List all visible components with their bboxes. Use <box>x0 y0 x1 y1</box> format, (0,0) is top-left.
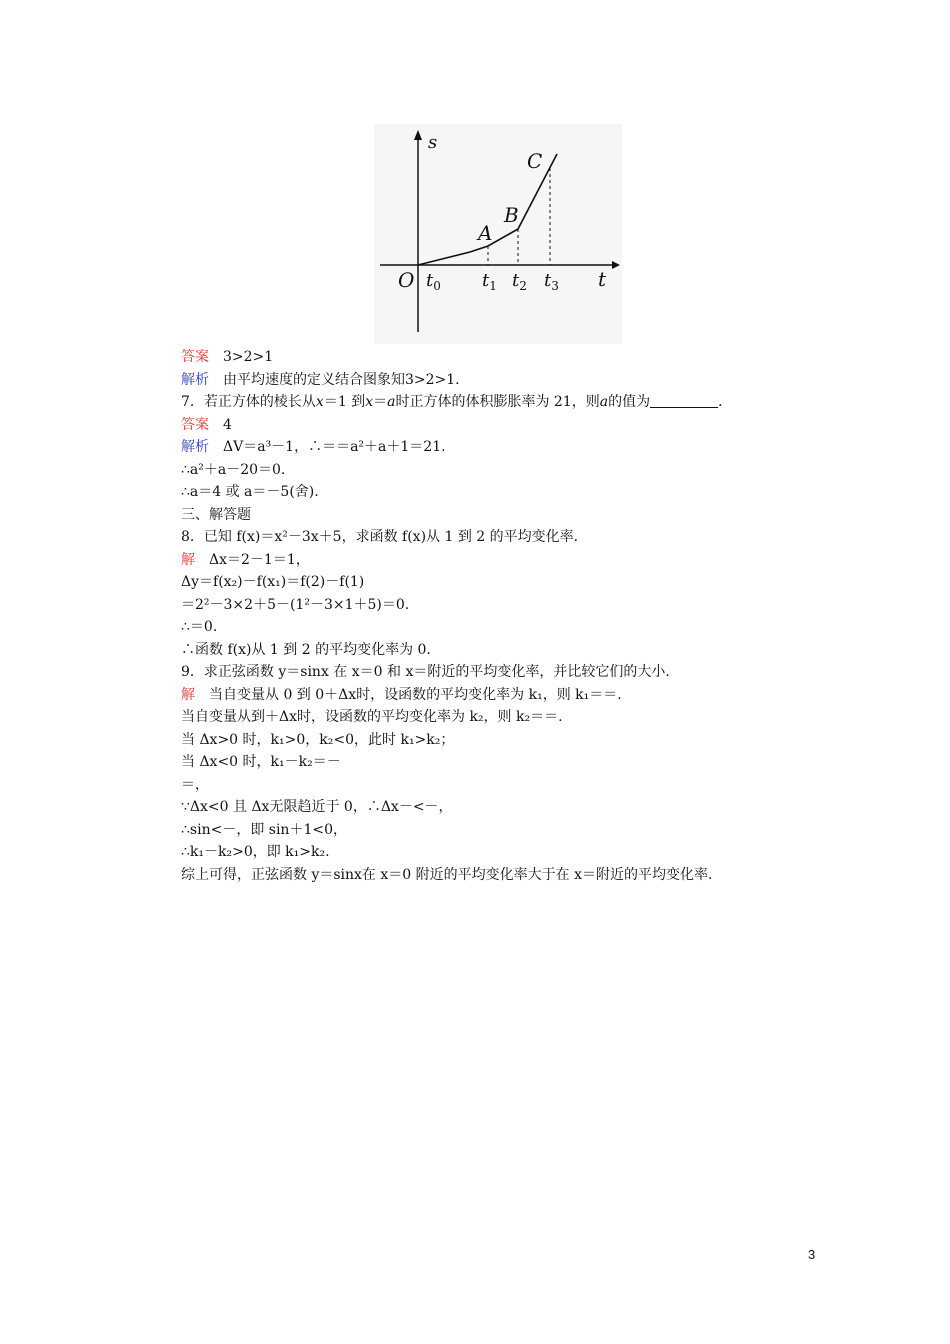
solution-line: 当 Δx>0 时，k₁>0，k₂<0，此时 k₁>k₂； <box>181 731 455 748</box>
s-t-graph-figure <box>374 124 622 344</box>
tick-t1-label: $t_1$ <box>482 270 497 293</box>
point-a-label: A <box>478 221 493 245</box>
equation-line: ∴a²＋a－20＝0. <box>181 461 286 478</box>
solution-line: ∴＝0. <box>181 619 218 635</box>
answer-tag: 答案 <box>181 416 209 433</box>
analysis-7-text: ΔV＝a³－1，∴＝＝a²＋a＋1＝21. <box>223 439 446 455</box>
answer-7-line <box>181 414 821 437</box>
answer-7-text: 4 <box>223 416 232 433</box>
solution-line: ＝2²－3×2＋5－(1²－3×1＋5)＝0. <box>181 596 410 613</box>
solution-8-line <box>181 549 821 572</box>
analysis-6-line <box>181 369 821 392</box>
solution-9-text: 当自变量从 0 到 0＋Δx时，设函数的平均变化率为 k₁，则 k₁＝＝. <box>209 686 622 703</box>
t-axis-label: t <box>598 267 607 291</box>
solution-line: 当自变量从到＋Δx时，设函数的平均变化率为 k₂，则 k₂＝＝. <box>181 709 563 725</box>
document-body <box>181 346 821 886</box>
question-8: 8．已知 f(x)＝x²－3x＋5，求函数 f(x)从 1 到 2 的平均变化率． <box>181 529 588 545</box>
solution-tag: 解 <box>181 551 195 568</box>
point-c-label: C <box>527 149 543 173</box>
question-text: ． <box>718 394 733 410</box>
answer-tag: 答案 <box>181 349 209 365</box>
solution-line: ∴函数 f(x)从 1 到 2 的平均变化率为 0. <box>181 641 431 658</box>
answer-blank <box>650 393 718 408</box>
tick-t2-label: $t_2$ <box>512 270 527 293</box>
solution-line: ＝， <box>181 776 209 793</box>
tick-t0-label: $t_0$ <box>426 270 441 293</box>
solution-tag: 解 <box>181 686 195 703</box>
solution-line: ∴sin<－，即 sin＋1<0， <box>181 821 347 838</box>
question-text: 的值为 <box>608 394 651 410</box>
tick-t3-label: $t_3$ <box>544 270 559 293</box>
conclusion-line: 综上可得，正弦函数 y＝sinx在 x＝0 附近的平均变化率大于在 x＝附近的平均变化率. <box>181 866 713 883</box>
solution-line: Δy＝f(x₂)－f(x₁)＝f(2)－f(1) <box>181 574 365 590</box>
solution-8-text: Δx＝2－1＝1， <box>209 551 310 568</box>
page-number: 3 <box>808 1247 816 1262</box>
solution-line: 当 Δx<0 时，k₁－k₂＝－ <box>181 754 341 770</box>
question-text: 若正方体的棱长从 <box>203 394 316 410</box>
question-text: 时正方体的体积膨胀率为 21，则 <box>395 394 600 410</box>
analysis-tag: 解析 <box>181 439 209 455</box>
section-heading: 三、解答题 <box>181 506 251 523</box>
analysis-7-line <box>181 436 821 459</box>
question-text: ＝ <box>373 394 388 410</box>
point-b-label: B <box>504 203 519 227</box>
s-t-graph <box>374 124 622 344</box>
solution-line: ∵Δx<0 且 Δx无限趋近于 0，∴Δx－<－， <box>181 799 453 815</box>
answer-6-line <box>181 346 821 369</box>
analysis-tag: 解析 <box>181 371 209 388</box>
solution-line: ∴k₁－k₂>0，即 k₁>k₂. <box>181 844 330 860</box>
question-7: 7．若正方体的棱长从x＝1 到x＝a时正方体的体积膨胀率为 21，则a的值为 ． <box>181 394 733 410</box>
question-number: 7． <box>181 394 204 410</box>
figure-background <box>374 124 622 344</box>
s-axis-label: s <box>428 132 438 153</box>
question-text: ＝1 到 <box>323 394 366 410</box>
answer-6-text: 3>2>1 <box>223 349 274 365</box>
analysis-6-text: 由平均速度的定义结合图象知3>2>1. <box>223 371 460 388</box>
equation-line: ∴a＝4 或 a＝－5(舍). <box>181 484 319 500</box>
solution-9-line <box>181 684 821 707</box>
question-9: 9．求正弦函数 y＝sinx 在 x＝0 和 x＝附近的平均变化率，并比较它们的大小． <box>181 664 680 680</box>
origin-label: O <box>398 268 415 292</box>
